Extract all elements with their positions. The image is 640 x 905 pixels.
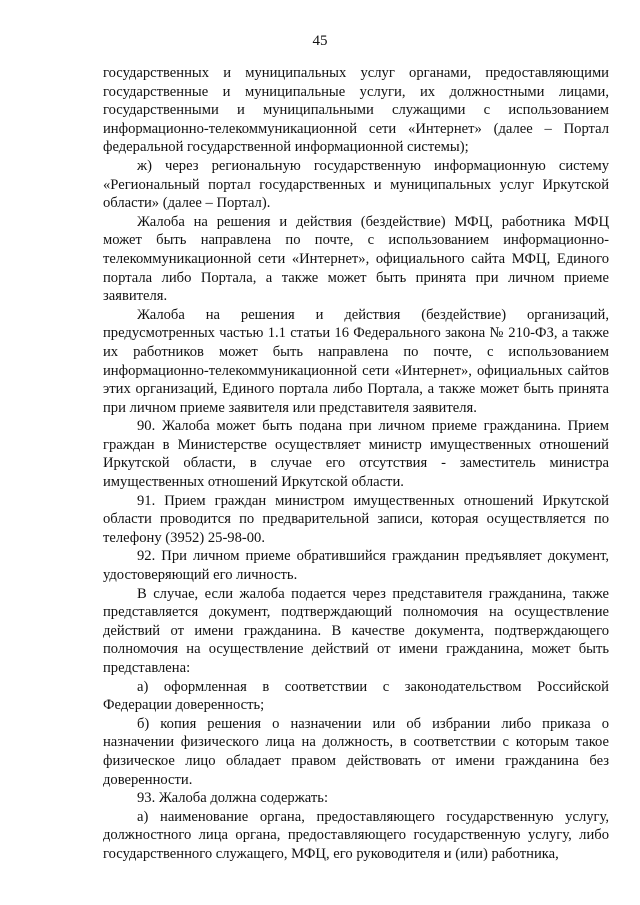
paragraph-organizations-complaint: Жалоба на решения и действия (бездействие) организаций, предусмотренных частью 1.1 статьи 16 Федерального закона № 210-ФЗ, а также их работников может быть направлена по почте, с использованием информационно-телекоммуникационной сети «Интернет», официальных сайтов этих организаций, Единого портала либо Портала, а также может быть принята при личном приеме заявителя или представителя заявителя.: [103, 306, 609, 416]
paragraph-90: 90. Жалоба может быть подана при личном приеме гражданина. Прием граждан в Министерстве осуществляет министр имущественных отношений Иркутской области, в случае его отсутствия - заместитель министра имущественных отношений Иркутской области.: [103, 418, 609, 491]
paragraph-mfc-complaint: Жалоба на решения и действия (бездействие) МФЦ, работника МФЦ может быть направлена по почте, с использованием информационно-телекоммуникационной сети «Интернет», официального сайта МФЦ, Единого портала либо Портала, а также может быть принята при личном приеме заявителя.: [103, 213, 609, 305]
paragraph-continuation: государственных и муниципальных услуг органами, предоставляющими государственные и муниципальные услуги, их должностными лицами, государственными и муниципальными служащими с использованием информационно-телекоммуникационной сети «Интернет» (далее – Портал федеральной государственной информационной системы);: [103, 65, 609, 156]
paragraph-92: 92. При личном приеме обратившийся гражданин предъявляет документ, удостоверяющий его личность.: [103, 548, 609, 584]
paragraph-93: 93. Жалоба должна содержать:: [137, 790, 328, 807]
paragraph-item-b-appointment: б) копия решения о назначении или об избрании либо приказа о назначении физического лица на должность, в соответствии с которым такое физическое лицо обладает правом действовать от имени гражданина без доверенности.: [103, 715, 609, 788]
page-number: 45: [312, 33, 328, 49]
paragraph-representative: В случае, если жалоба подается через представителя гражданина, также представляется документ, подтверждающий полномочия на осуществление действий от имени гражданина. В качестве документа, подтверждающего полномочия на осуществление действий от имени гражданина, может быть представлена:: [103, 585, 609, 676]
paragraph-item-zh: ж) через региональную государственную информационную систему «Региональный портал государственных и муниципальных услуг Иркутской области» (далее – Портал).: [103, 157, 609, 212]
document-body: [103, 64, 609, 864]
paragraph-91: 91. Прием граждан министром имущественных отношений Иркутской области проводится по предварительной записи, которая осуществляется по телефону (3952) 25-98-00.: [103, 492, 609, 546]
paragraph-item-a-power-of-attorney: а) оформленная в соответствии с законодательством Российской Федерации доверенность;: [103, 678, 609, 714]
paragraph-93-item-a: а) наименование органа, предоставляющего государственную услугу, должностного лица органа, предоставляющего государственную услугу, либо государственного служащего, МФЦ, его руководителя и (или) работника,: [103, 808, 609, 862]
